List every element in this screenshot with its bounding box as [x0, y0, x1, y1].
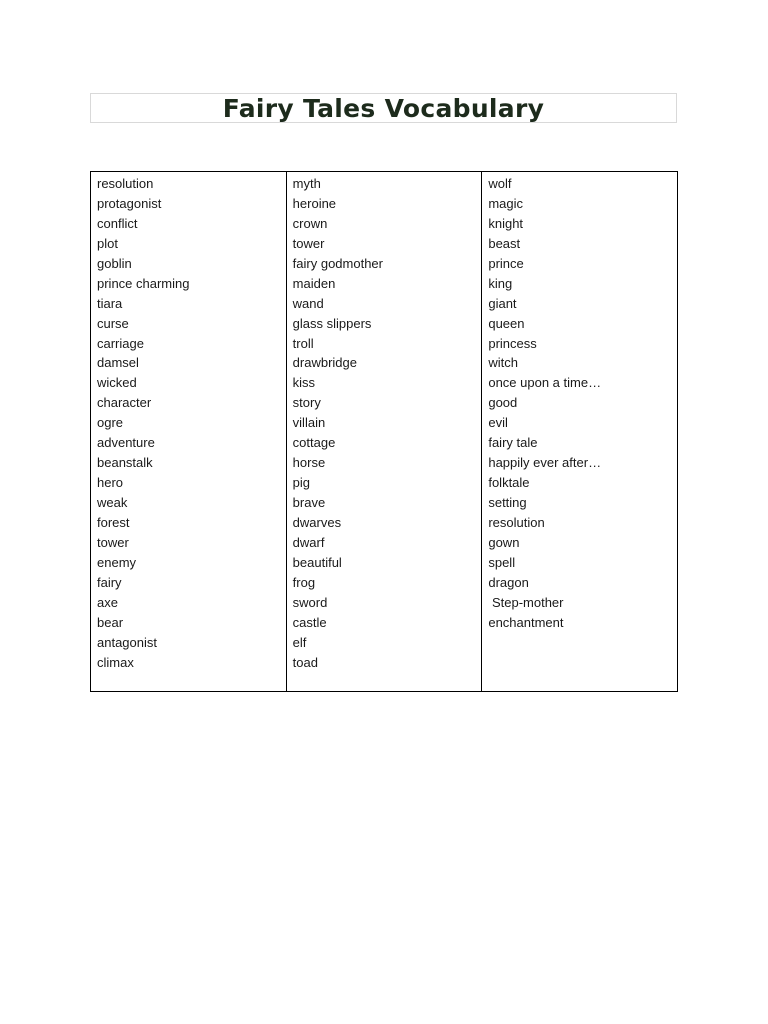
vocabulary-word: toad — [292, 654, 318, 670]
vocabulary-word: plot — [97, 235, 118, 251]
vocabulary-word: resolution — [488, 514, 545, 530]
vocabulary-word: tiara — [97, 295, 123, 311]
vocabulary-word: kiss — [292, 375, 316, 391]
title-box — [90, 93, 677, 123]
vocabulary-word: sword — [292, 594, 328, 610]
vocabulary-word: wicked — [97, 375, 137, 391]
vocabulary-word: princess — [488, 335, 537, 351]
vocabulary-word: axe — [97, 594, 118, 610]
vocabulary-column-3 — [481, 172, 677, 691]
vocabulary-word: dragon — [488, 574, 529, 590]
vocabulary-word: glass slippers — [292, 315, 372, 331]
vocabulary-word: wand — [292, 295, 324, 311]
vocabulary-word: forest — [97, 514, 130, 530]
vocabulary-word: beautiful — [292, 554, 342, 570]
vocabulary-word: pig — [292, 475, 311, 491]
vocabulary-word: conflict — [97, 215, 138, 231]
vocabulary-column-1 — [91, 172, 286, 691]
vocabulary-word: good — [488, 395, 518, 411]
vocabulary-word: frog — [292, 574, 316, 590]
vocabulary-word: prince charming — [97, 275, 190, 291]
vocabulary-word: maiden — [292, 275, 336, 291]
vocabulary-word: evil — [488, 415, 508, 431]
vocabulary-word: heroine — [292, 195, 337, 211]
vocabulary-table — [90, 171, 678, 692]
vocabulary-word: weak — [97, 495, 128, 510]
vocabulary-word: carriage — [97, 335, 144, 351]
document-title: Fairy Tales Vocabulary — [222, 93, 545, 123]
vocabulary-word: tower — [292, 235, 325, 251]
vocabulary-word: cottage — [292, 435, 336, 451]
vocabulary-word: once upon a time… — [488, 375, 602, 391]
vocabulary-word: enchantment — [488, 614, 564, 630]
vocabulary-word: dwarf — [292, 534, 325, 550]
vocabulary-word: spell — [488, 554, 516, 570]
vocabulary-word: knight — [488, 215, 524, 231]
vocabulary-word: adventure — [97, 435, 155, 451]
vocabulary-word: antagonist — [97, 634, 157, 650]
vocabulary-word: resolution — [97, 176, 154, 191]
vocabulary-word: elf — [292, 634, 307, 650]
vocabulary-word: climax — [97, 654, 134, 670]
vocabulary-word: wolf — [488, 176, 512, 191]
vocabulary-word: beast — [488, 235, 521, 251]
vocabulary-column-2 — [286, 172, 482, 691]
vocabulary-word: troll — [292, 335, 314, 351]
vocabulary-word: gown — [488, 534, 520, 550]
vocabulary-word: prince — [488, 255, 524, 271]
vocabulary-word: giant — [488, 295, 517, 311]
vocabulary-word: fairy godmother — [292, 255, 383, 271]
vocabulary-word: dwarves — [292, 514, 342, 530]
vocabulary-word: queen — [488, 315, 525, 331]
vocabulary-word: tower — [97, 534, 129, 550]
vocabulary-word: curse — [97, 315, 129, 331]
vocabulary-word: horse — [292, 455, 326, 471]
vocabulary-word: ogre — [97, 415, 124, 431]
vocabulary-word: goblin — [97, 255, 132, 271]
vocabulary-word: damsel — [97, 355, 139, 371]
vocabulary-word: setting — [488, 495, 527, 510]
vocabulary-word: king — [488, 275, 513, 291]
vocabulary-word: hero — [97, 475, 124, 491]
vocabulary-word: drawbridge — [292, 355, 357, 371]
vocabulary-word: protagonist — [97, 195, 162, 211]
vocabulary-word: myth — [292, 176, 321, 191]
vocabulary-word: beanstalk — [97, 455, 153, 471]
vocabulary-word: fairy tale — [488, 435, 538, 451]
vocabulary-word: castle — [292, 614, 327, 630]
vocabulary-word: character — [97, 395, 152, 411]
vocabulary-word: witch — [488, 355, 518, 371]
vocabulary-word: fairy — [97, 574, 122, 590]
vocabulary-word: enemy — [97, 554, 137, 570]
vocabulary-word: magic — [488, 195, 524, 211]
vocabulary-word: Step-mother — [488, 594, 564, 610]
vocabulary-word: folktale — [488, 475, 530, 491]
vocabulary-word: brave — [292, 495, 326, 510]
vocabulary-word: bear — [97, 614, 124, 630]
vocabulary-word: happily ever after… — [488, 455, 602, 471]
vocabulary-word: crown — [292, 215, 328, 231]
vocabulary-word: story — [292, 395, 321, 411]
vocabulary-word: villain — [292, 415, 326, 431]
